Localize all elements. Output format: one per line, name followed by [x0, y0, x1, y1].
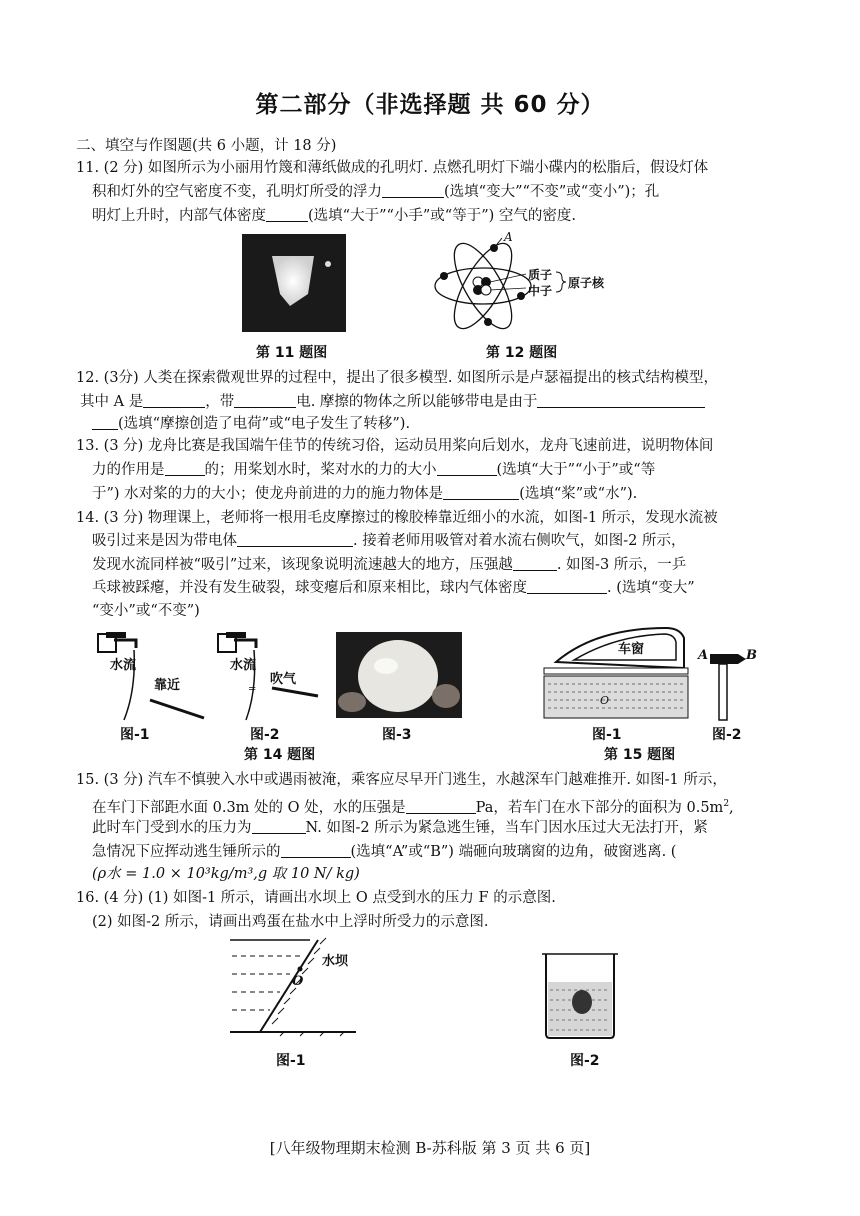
page-footer: [八年级物理期末检测 B-苏科版 第 3 页 共 6 页] — [269, 1139, 591, 1157]
q14-line2 — [92, 531, 685, 551]
q13-blank-1[interactable] — [165, 461, 205, 476]
q13-text-a: 力的作用是 — [92, 462, 165, 478]
q15-text-b: Pa，若车门在水下部分的面积为 0.5m — [475, 799, 724, 816]
q11-text-b: (选填“变大”“不变”或“变小”)；孔 — [444, 184, 660, 200]
fig14-3-pingpong-photo — [336, 632, 462, 718]
q11-line2 — [92, 182, 659, 202]
fig12-atom-diagram — [428, 230, 638, 334]
fig15-sub1: 图-1 — [592, 727, 622, 743]
q15-text-f: (选填“A”或“B”) 端砸向玻璃窗的边角，破窗逃离. ( — [350, 844, 677, 860]
q15-blank-2[interactable] — [252, 819, 306, 834]
fig12-proton-label: 质子 — [528, 268, 553, 282]
q14-blank-3[interactable] — [527, 579, 607, 594]
q14-line4 — [92, 578, 695, 598]
q14-blank-2[interactable] — [513, 556, 557, 571]
q15-line1: 15. (3 分) 汽车不慎驶入水中或遇雨被淹，乘客应尽早开门逃生，水越深车门越难推开. 如图-1 所示， — [76, 772, 727, 788]
q13-line3 — [92, 484, 637, 504]
q11-blank-2[interactable] — [266, 207, 308, 222]
q12-text-b: ，带 — [205, 394, 235, 410]
q11-text-c: 明灯上升时，内部气体密度 — [92, 208, 266, 224]
fig16-dam-label: 水坝 — [322, 954, 349, 969]
q13-line2 — [92, 460, 655, 480]
fig14-1-faucet-rod — [92, 630, 210, 726]
q14-text-c: 发现水流同样被“吸引”过来，该现象说明流速越大的地方，压强越 — [92, 557, 513, 573]
q13-text-e: (选填“桨”或“水”). — [519, 486, 638, 502]
q14-text-f: . (选填“变大” — [607, 580, 695, 596]
fig14-sub3: 图-3 — [382, 727, 412, 743]
fig16-sub1: 图-1 — [276, 1053, 306, 1069]
q15-line2: 在车门下部距水面 0.3m 处的 O 处，水的压强是 Pa，若车门在水下部分的面积为 $0.5m^2$, — [92, 799, 734, 816]
q12-line3 — [92, 414, 410, 434]
q14-text-e: 乓球被踩瘪，并没有发生破裂，球变瘪后和原来相比，球内气体密度 — [92, 580, 527, 596]
q13-line1: 13. (3 分) 龙舟比赛是我国端午佳节的传统习俗，运动员用桨向后划水，龙舟飞速前进，说明物体间 — [76, 438, 714, 454]
fig15-1-car-in-water — [540, 624, 690, 720]
fig15-sub2: 图-2 — [712, 727, 742, 743]
fig15-2-escape-hammer — [698, 648, 760, 722]
q14-text-a: 吸引过来是因为带电体 — [92, 533, 237, 549]
svg-text:O: O — [600, 694, 610, 707]
q15-text-c: 此时车门受到水的压力为 — [92, 820, 252, 836]
fig16-1-dam — [230, 936, 358, 1040]
fig12-neutron-label: 中子 — [528, 284, 553, 298]
q12-blank-2[interactable] — [234, 393, 296, 408]
q12-line1: 12. (3分) 人类在探索微观世界的过程中，提出了很多模型. 如图所示是卢瑟福提出的核式结构模型， — [76, 370, 719, 386]
fig16-2-beaker-egg — [538, 948, 624, 1040]
q12-text-a: 其中 A 是 — [80, 394, 144, 410]
q13-text-b: 的；用桨划水时，桨对水的力的大小 — [204, 462, 437, 478]
q15-line4 — [92, 842, 676, 862]
q15-line5: (ρ水 = 1.0 × 10³kg/m³,g 取 10 N/ kg) — [92, 866, 360, 882]
fig14-sub2: 图-2 — [250, 727, 280, 743]
q15-text-b2: , — [729, 799, 734, 816]
fig12-nucleus-label: 原子核 — [568, 276, 605, 290]
page-title: 第二部分（非选择题 共 60 分） — [255, 92, 605, 118]
q12-blank-1[interactable] — [143, 393, 205, 408]
fig11-lantern-photo — [242, 234, 346, 332]
q11-blank-1[interactable] — [382, 183, 444, 198]
q14-line1: 14. (3 分) 物理课上，老师将一根用毛皮摩擦过的橡胶棒靠近细小的水流，如图-1 所示，发现水流被 — [76, 510, 718, 526]
fig14-blow-label: 吹气 — [270, 672, 297, 687]
fig15-label-b: B — [746, 648, 757, 663]
q14-line5: “变小”或“不变”) — [92, 603, 200, 619]
q11-text-a: 积和灯外的空气密度不变，孔明灯所受的浮力 — [92, 184, 382, 200]
fig14-caption: 第 14 题图 — [244, 747, 316, 763]
q13-blank-3[interactable] — [443, 485, 519, 500]
q13-text-c: (选填“大于”“小于”或“等 — [496, 462, 656, 478]
q16-line2: (2) 如图-2 所示，请画出鸡蛋在盐水中上浮时所受力的示意图. — [92, 914, 489, 930]
q12-line2 — [80, 392, 705, 412]
fig15-window-label: 车窗 — [618, 642, 645, 657]
q14-text-b: . 接着老师用吸管对着水流右侧吹气，如图-2 所示， — [353, 533, 686, 549]
fig15-label-a: A — [698, 648, 709, 663]
svg-text:=: = — [248, 684, 257, 695]
q13-text-d: 于”) 水对桨的力的大小；使龙舟前进的力的施力物体是 — [92, 486, 444, 502]
fig16-sub2: 图-2 — [570, 1053, 600, 1069]
fig14-water-label-2: 水流 — [230, 658, 257, 673]
q15-blank-3[interactable] — [281, 843, 351, 858]
fig11-caption: 第 11 题图 — [256, 345, 328, 361]
q15-line3 — [92, 818, 708, 838]
fig12-caption: 第 12 题图 — [486, 345, 558, 361]
fig14-near-label: 靠近 — [154, 678, 181, 693]
q12-blank-3-cont — [92, 415, 118, 430]
q15-text-d: N. 如图-2 所示为紧急逃生锤，当车门因水压过大无法打开，紧 — [305, 820, 708, 836]
section-heading: 二、填空与作图题(共 6 小题，计 18 分) — [76, 138, 337, 154]
q16-line1: 16. (4 分) (1) 如图-1 所示，请画出水坝上 O 点受到水的压力 F 的示意图. — [76, 890, 556, 906]
q11-line1: 11. (2 分) 如图所示为小丽用竹篾和薄纸做成的孔明灯. 点燃孔明灯下端小碟内的松脂后，假设灯体 — [76, 160, 709, 176]
q12-text-c: 电. 摩擦的物体之所以能够带电是由于 — [296, 394, 538, 410]
q13-blank-2[interactable] — [437, 461, 497, 476]
fig14-water-label-1: 水流 — [110, 658, 137, 673]
q12-blank-3[interactable] — [537, 393, 705, 408]
q14-text-d: . 如图-3 所示，一乒 — [556, 557, 687, 573]
fig12-label-a: A — [504, 230, 513, 244]
fig14-2-faucet-straw — [214, 630, 326, 726]
q15-blank-1[interactable] — [406, 799, 476, 814]
q15-text-e: 急情况下应挥动逃生锤所示的 — [92, 844, 281, 860]
q14-blank-1[interactable] — [237, 532, 353, 547]
fig15-caption: 第 15 题图 — [604, 747, 676, 763]
q11-line3 — [92, 206, 576, 226]
q15-text-a: 在车门下部距水面 0.3m 处的 O 处，水的压强是 — [92, 799, 406, 816]
q12-text-d: (选填“摩擦创造了电荷”或“电子发生了转移”). — [118, 416, 411, 432]
fig14-sub1: 图-1 — [120, 727, 150, 743]
q11-text-d: (选填“大于”“小手”或“等于”) 空气的密度. — [308, 208, 577, 224]
fig16-point-o: O — [292, 974, 304, 989]
q14-line3 — [92, 555, 686, 575]
